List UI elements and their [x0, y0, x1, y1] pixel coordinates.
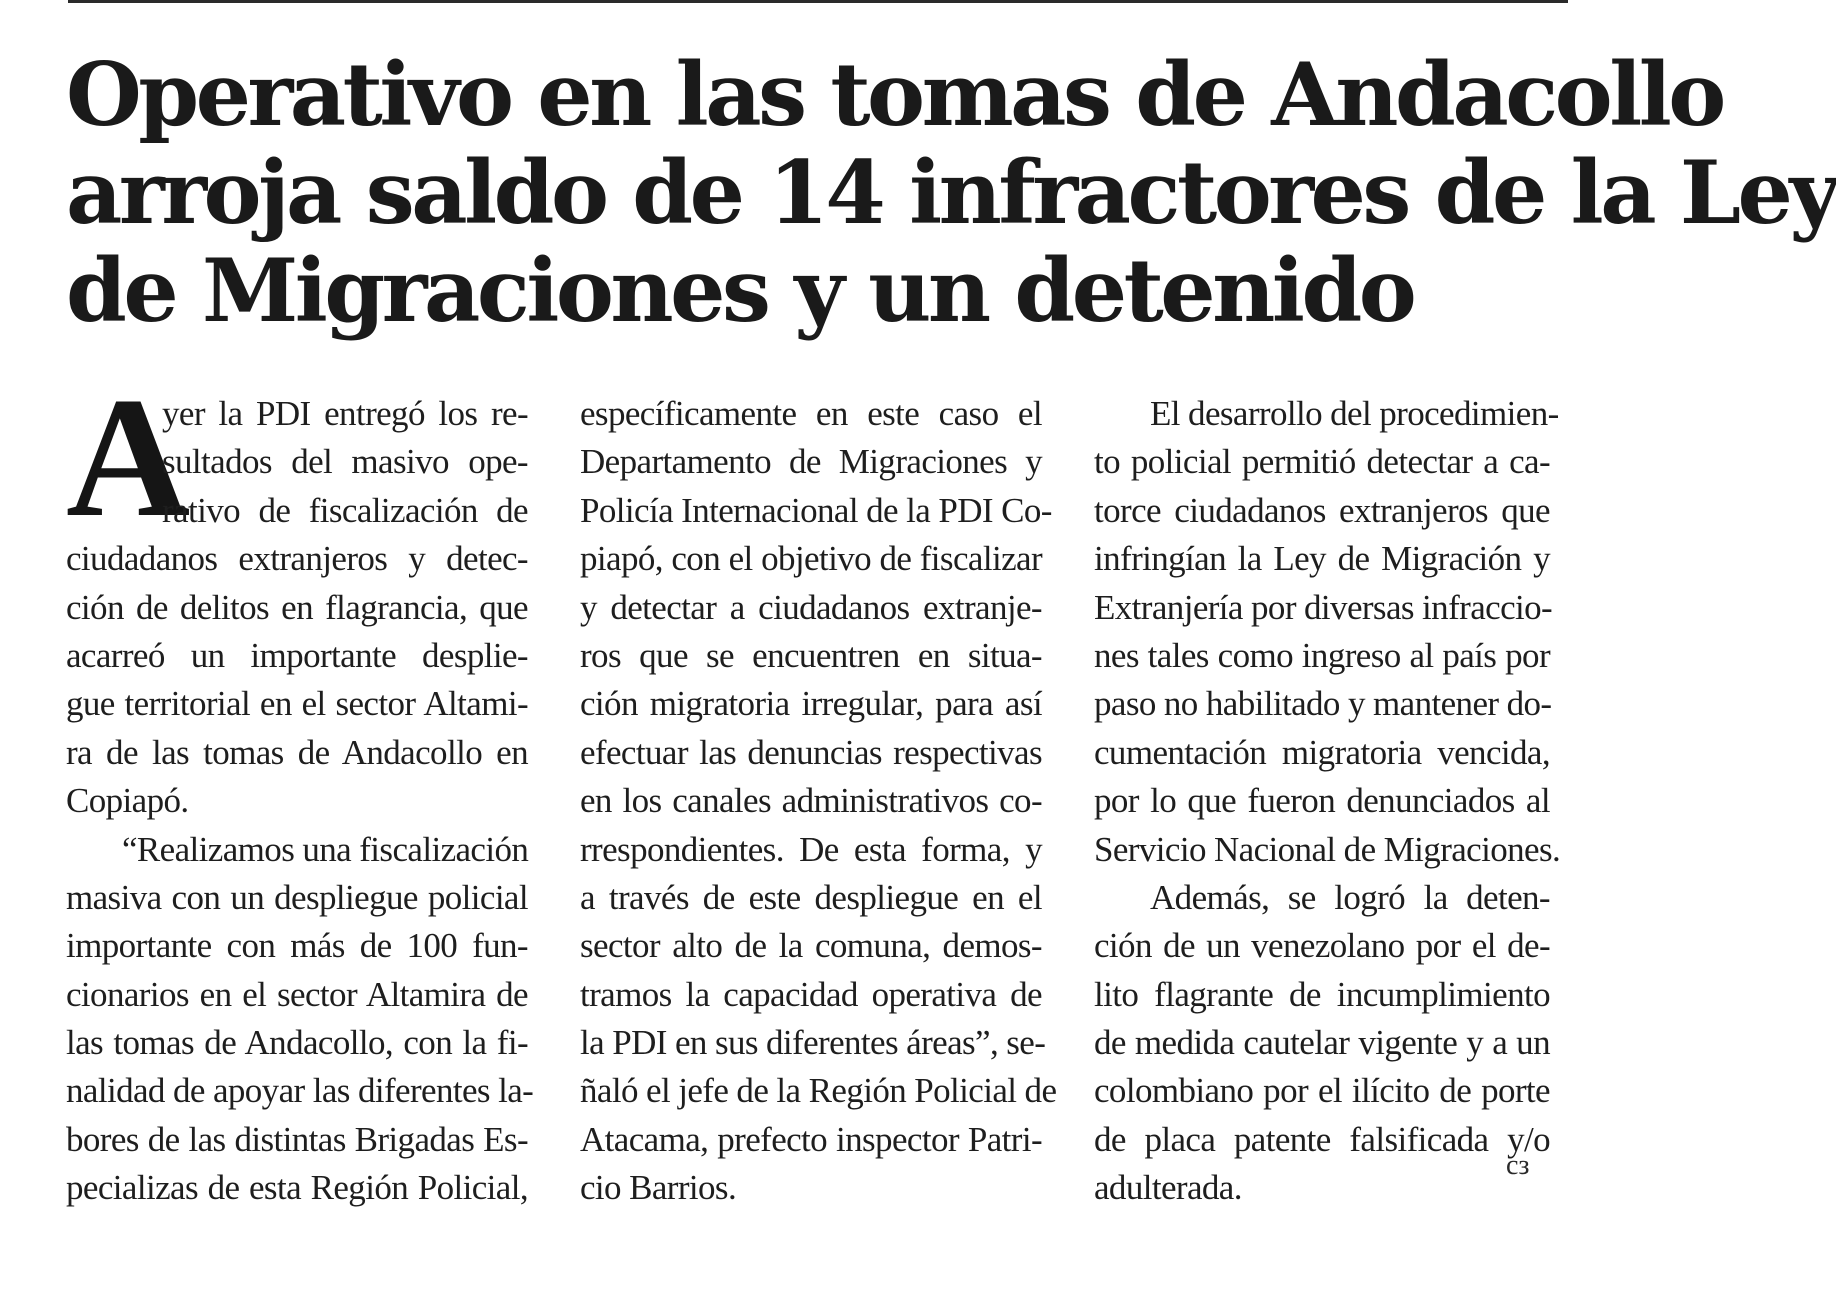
text-line: ñaló el jefe de la Región Policial de [580, 1071, 1057, 1111]
text-line: ros que se encuentren en situa- [580, 635, 1042, 675]
text-line: ra de las tomas de Andacollo en [66, 732, 528, 772]
article-column-3 [1094, 390, 1561, 1213]
text-line: ción de delitos en flagrancia, que [66, 587, 528, 627]
text-line: sultados del masivo ope- [162, 442, 528, 482]
text-line: efectuar las denuncias respectivas [580, 732, 1042, 772]
text-line: Copiapó. [66, 781, 189, 821]
text-line: Extranjería por diversas infraccio- [1094, 587, 1553, 627]
text-line: lito flagrante de incumplimiento [1094, 974, 1550, 1014]
text-line: acarreó un importante desplie- [66, 635, 528, 675]
text-line: en los canales administrativos co- [580, 781, 1042, 821]
text-line: importante con más de 100 fun- [66, 926, 528, 966]
top-rule [68, 0, 1568, 3]
text-line: Departamento de Migraciones y [580, 442, 1042, 482]
text-line: infringían la Ley de Migración y [1094, 539, 1550, 579]
text-line: bores de las distintas Brigadas Es- [66, 1119, 528, 1159]
text-line: cio Barrios. [580, 1168, 737, 1208]
text-line: Servicio Nacional de Migraciones. [1094, 829, 1561, 869]
text-line: ción migratoria irregular, para así [580, 684, 1042, 724]
text-line: Además, se logró la deten- [1150, 877, 1550, 917]
text-line: Atacama, prefecto inspector Patri- [580, 1119, 1042, 1159]
headline-line: Operativo en las tomas de Andacollo [66, 43, 1723, 146]
text-line: nes tales como ingreso al país por [1094, 635, 1550, 675]
text-line: la PDI en sus diferentes áreas”, se- [580, 1023, 1046, 1063]
text-line: gue territorial en el sector Altami- [66, 684, 528, 724]
text-line: tramos la capacidad operativa de [580, 974, 1042, 1014]
text-line: de placa patente falsificada y/o [1094, 1119, 1550, 1159]
text-line: “Realizamos una fiscalización [122, 829, 529, 869]
text-line: yer la PDI entregó los re- [162, 394, 528, 433]
text-line: rativo de fiscalización de [162, 490, 528, 530]
text-line: masiva con un despliegue policial [66, 877, 528, 917]
text-line: y detectar a ciudadanos extranje- [580, 587, 1042, 627]
article-column-1 [66, 363, 534, 1213]
text-line: las tomas de Andacollo, con la fi- [66, 1023, 528, 1063]
text-line: torce ciudadanos extranjeros que [1094, 490, 1550, 530]
text-line: específicamente en este caso el [580, 394, 1042, 433]
text-line: a través de este despliegue en el [580, 877, 1042, 917]
text-line: ción de un venezolano por el de- [1094, 926, 1550, 966]
headline-line: de Migraciones y un detenido [66, 239, 1414, 342]
drop-cap: A [66, 363, 191, 553]
text-line: por lo que fueron denunciados al [1094, 781, 1550, 821]
text-line: cionarios en el sector Altamira de [66, 974, 528, 1014]
text-line: sector alto de la comuna, demos- [580, 926, 1042, 966]
text-line: adulterada. [1094, 1168, 1242, 1208]
text-line: ciudadanos extranjeros y detec- [66, 539, 528, 579]
text-line: colombiano por el ilícito de porte [1094, 1071, 1550, 1111]
text-line: paso no habilitado y mantener do- [1094, 684, 1552, 724]
text-line: Policía Internacional de la PDI Co- [580, 490, 1052, 530]
text-line: cumentación migratoria vencida, [1094, 732, 1550, 772]
text-line: de medida cautelar vigente y a un [1094, 1023, 1550, 1063]
text-line: nalidad de apoyar las diferentes la- [66, 1071, 534, 1111]
headline-line: arroja saldo de 14 infractores de la Ley [66, 141, 1836, 244]
text-line: El desarrollo del procedimien- [1150, 394, 1559, 433]
text-line: rrespondientes. De esta forma, y [580, 829, 1042, 869]
text-line: piapó, con el objetivo de fiscalizar [580, 539, 1042, 579]
end-of-article-icon: cз [1506, 1150, 1530, 1181]
text-line: to policial permitió detectar a ca- [1094, 442, 1550, 482]
text-line: pecializas de esta Región Policial, [66, 1168, 528, 1208]
article-column-2 [580, 390, 1057, 1213]
headline [66, 43, 1836, 342]
